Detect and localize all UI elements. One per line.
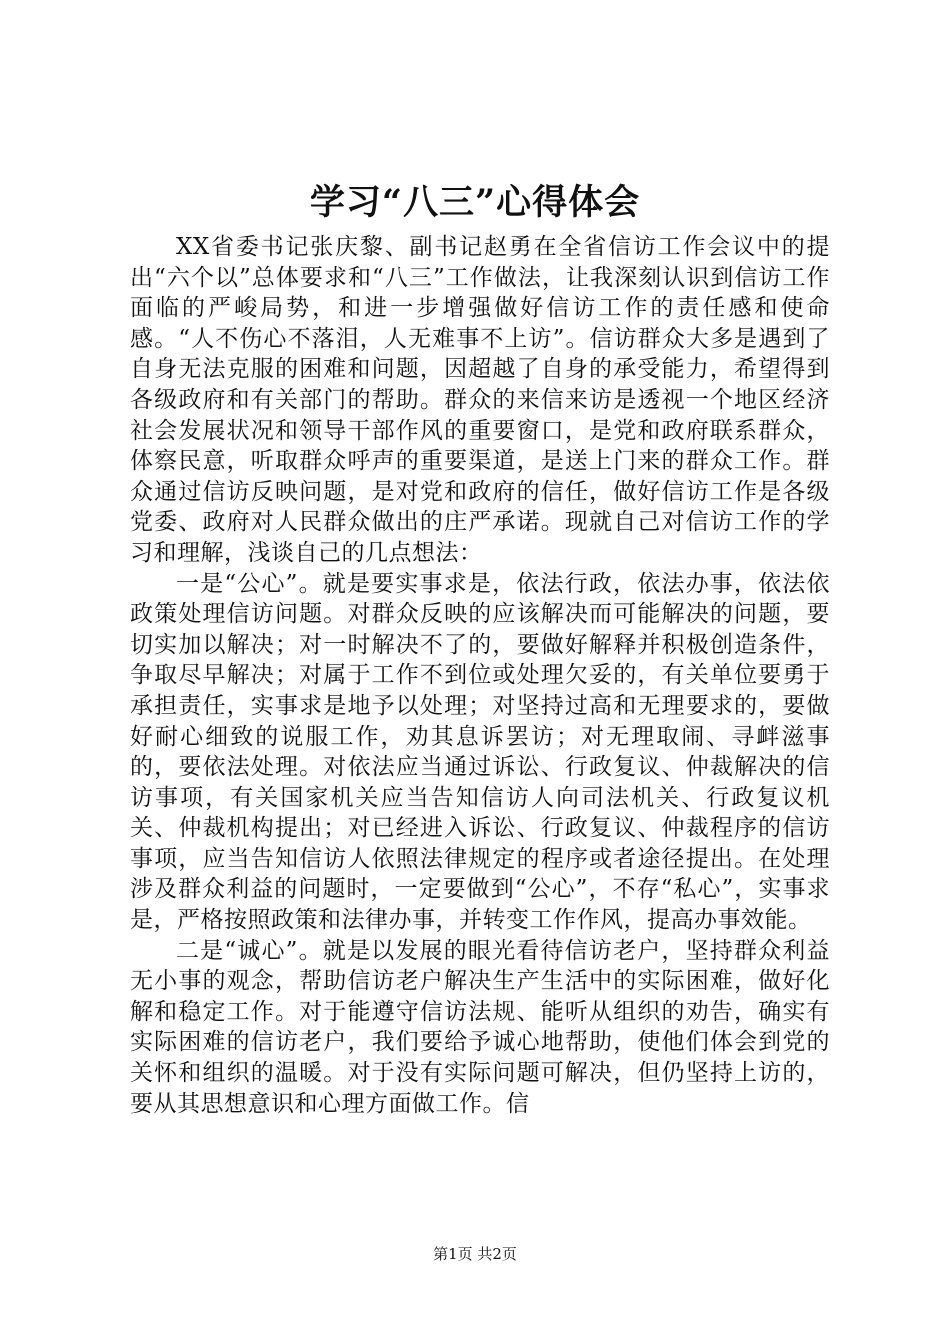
paragraph-chengxin: 二是“诚心”。就是以发展的眼光看待信访老户，坚持群众利益无小事的观念，帮助信访老户解决生产生活中的实际困难，做好化解和稳定工作。对于能遵守信访法规、能听从组织的劝告，确实有实际困难的信访老户，我们要给予诚心地帮助，使他们体会到党的关怀和组织的温暖。对于没有实际问题可解决，但仍坚持上访的，要从其思想意识和心理方面做工作。信 bbox=[130, 937, 830, 1117]
document-title: 学习“八三”心得体会 bbox=[309, 182, 641, 223]
paragraph-intro: XX省委书记张庆黎、副书记赵勇在全省信访工作会议中的提出“六个以”总体要求和“八三”工作做法，让我深刻认识到信访工作面临的严峻局势，和进一步增强做好信访工作的责任感和使命感。“人不伤心不落泪，人无难事不上访”。信访群众大多是遇到了自身无法克服的困难和问题，因超越了自身的承受能力，希望得到各级政府和有关部门的帮助。群众的来信来访是透视一个地区经济社会发展状况和领导干部作风的重要窗口，是党和政府联系群众，体察民意，听取群众呼声的重要渠道，是送上门来的群众工作。群众通过信访反映问题，是对党和政府的信任，做好信访工作是各级党委、政府对人民群众做出的庄严承诺。现就自己对信访工作的学习和理解，浅谈自己的几点想法： bbox=[130, 234, 830, 566]
document-body bbox=[130, 232, 830, 1119]
page-footer: 第1页 共2页 bbox=[433, 1245, 517, 1263]
paragraph-gongxin: 一是“公心”。就是要实事求是，依法行政，依法办事，依法依政策处理信访问题。对群众反映的应该解决而可能解决的问题，要切实加以解决；对一时解决不了的，要做好解释并积极创造条件，争取尽早解决；对属于工作不到位或处理欠妥的，有关单位要勇于承担责任，实事求是地予以处理；对坚持过高和无理要求的，要做好耐心细致的说服工作，劝其息诉罢访；对无理取闹、寻衅滋事的，要依法处理。对依法应当通过诉讼、行政复议、仲裁解决的信访事项，有关国家机关应当告知信访人向司法机关、行政复议机关、仲裁机构提出；对已经进入诉讼、行政复议、仲裁程序的信访事项，应当告知信访人依照法律规定的程序或者途径提出。在处理涉及群众利益的问题时，一定要做到“公心”，不存“私心”，实事求是，严格按照政策和法律办事，并转变工作作风，提高办事效能。 bbox=[130, 570, 830, 934]
